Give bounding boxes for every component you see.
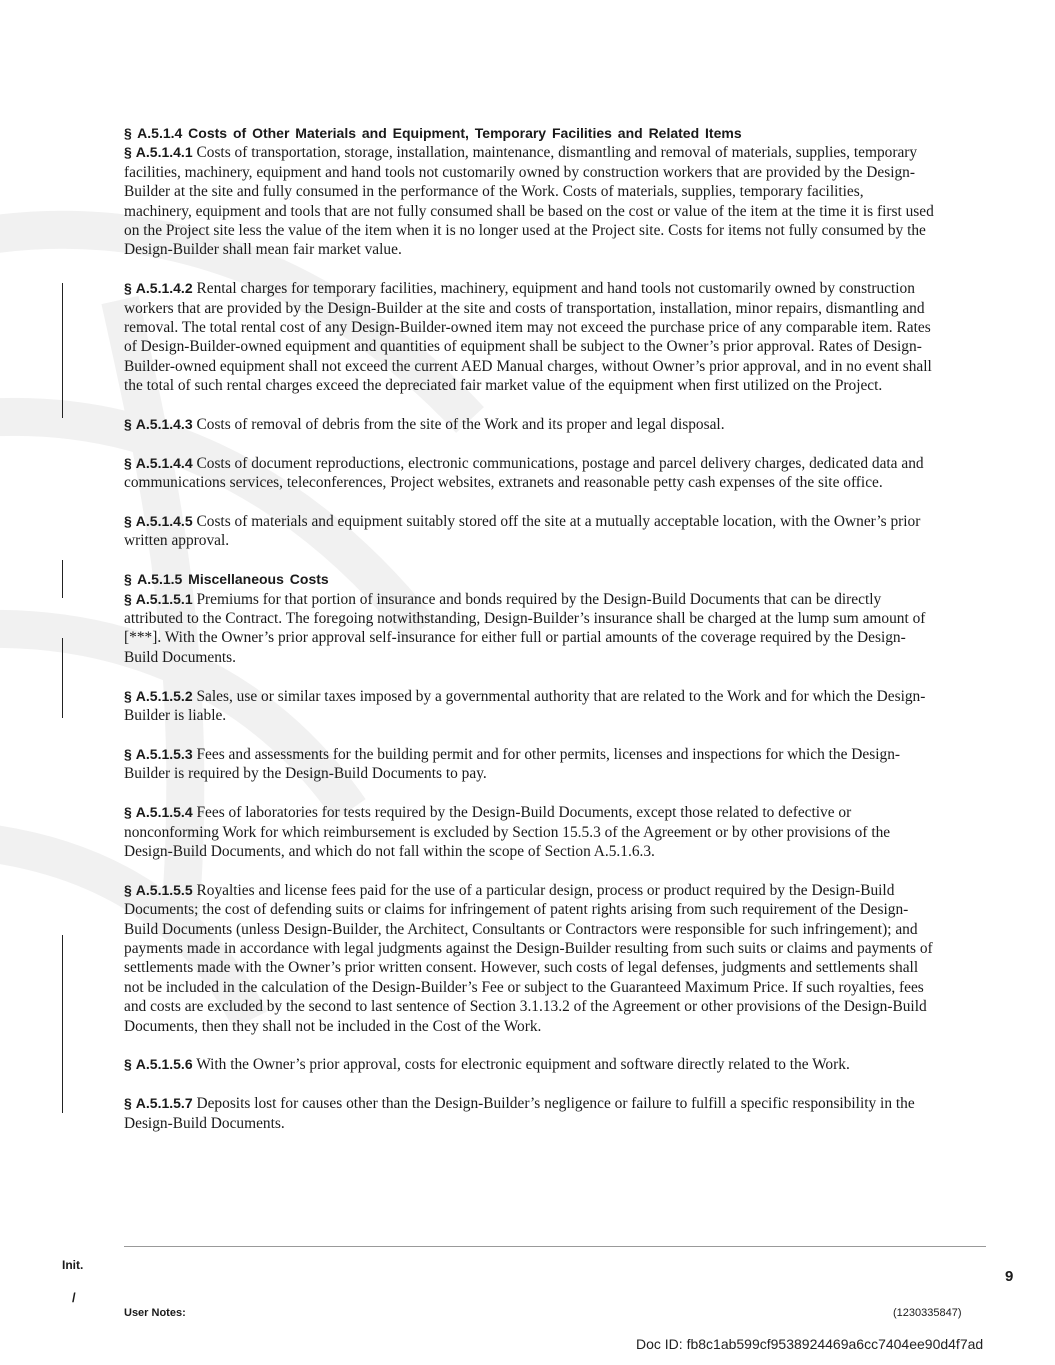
clause-number: § A.5.1.4.4 [124, 454, 193, 471]
section-heading: § A.5.1.4 Costs of Other Materials and Equipment, Temporary Facilities and Related Items [124, 125, 742, 141]
clause-number: § A.5.1.5.3 [124, 745, 193, 762]
clause-text: Rental charges for temporary facilities, machinery, equipment and hand tools not customarily owned by construction workers that are provided by the Design-Builder at the site and costs of transportation, installation, minor repairs, dismantling and removal. The total rental cost of any Design-Builder-owned item may not exceed the purchase price of any comparable item. Rates of Design-Builder-owned equipment and quantities of equipment shall be subject to the Owner’s prior approval. Rates of Design-Builder-owned equipment shall not exceed the current AED Manual charges, without Owner’s prior approval, and in no event shall the total of such rental charges exceed the depreciated fair market value of the equipment when first utilized on the Project. [124, 280, 932, 395]
footer-divider [124, 1246, 986, 1247]
clause-number: § A.5.1.4.5 [124, 513, 193, 530]
initials-slash: / [72, 1290, 76, 1305]
clause-number: § A.5.1.5.7 [124, 1095, 193, 1112]
revision-bar [62, 638, 63, 718]
clause-paragraph [124, 512, 934, 551]
revision-bar [62, 283, 63, 418]
clause-text: Royalties and license fees paid for the use of a particular design, process or product required by the Design-Build Documents; the cost of defending suits or claims for infringement of patent rights arising from such requirement of the Design-Build Documents (unless Design-Builder, the Architect, Consultants or Contractors were responsible for such infringement); and payments made in accordance with legal judgments against the Design-Builder resulting from such suits or claims and payments of settlements made with the Owner’s prior written consent. However, such costs of legal defenses, judgments and settlements shall not be included in the calculation of the Design-Builder’s Fee or subject to the Guaranteed Maximum Price. If such royalties, fees and costs are excluded by the second to last sentence of Section 3.1.13.2 of the Agreement or other provisions of the Design-Build Documents, then they shall not be included in the Cost of the Work. [124, 881, 933, 1035]
clause-number: § A.5.1.5.2 [124, 687, 193, 704]
clause-paragraph [124, 279, 934, 395]
clause-paragraph [124, 1055, 934, 1074]
clause-number: § A.5.1.5.5 [124, 881, 193, 898]
clause-text: With the Owner’s prior approval, costs for electronic equipment and software directly related to the Work. [196, 1056, 850, 1074]
clause-number: § A.5.1.5.6 [124, 1056, 193, 1073]
revision-bar [62, 560, 63, 598]
user-notes-label: User Notes: [124, 1307, 186, 1319]
serial-number: (1230335847) [893, 1307, 962, 1319]
clause-text: Fees of laboratories for tests required by the Design-Build Documents, except those related to defective or nonconforming Work for which reimbursement is excluded by Section 15.5.3 of the Agreement or by other provisions of the Design-Build Documents, and which do not fall within the scope of Section A.5.1.6.3. [124, 804, 891, 860]
clause-text: Fees and assessments for the building permit and for other permits, licenses and inspections for which the Design-Builder is required by the Design-Build Documents to pay. [124, 745, 901, 783]
page-number: 9 [1005, 1268, 1014, 1285]
clause-text: Costs of document reproductions, electronic communications, postage and parcel delivery charges, dedicated data and communications services, teleconferences, Project websites, extranets and reasonable petty cash expenses of the site office. [124, 454, 924, 492]
clause-paragraph [124, 1094, 934, 1133]
clause-number: § A.5.1.5.1 [124, 590, 193, 607]
clause-paragraph [124, 590, 934, 668]
clause-paragraph [124, 803, 934, 861]
clause-paragraph [124, 143, 934, 259]
clause-number: § A.5.1.5.4 [124, 804, 193, 821]
clause-text: Costs of removal of debris from the site of the Work and its proper and legal disposal. [196, 416, 725, 434]
clause-number: § A.5.1.4.2 [124, 280, 193, 297]
doc-id: Doc ID: fb8c1ab599cf9538924469a6cc7404ee90d4f7ad [636, 1336, 984, 1352]
clause-paragraph [124, 454, 934, 493]
clause-text: Costs of transportation, storage, installation, maintenance, dismantling and removal of materials, supplies, temporary facilities, machinery, equipment and hand tools not customarily owned by construction workers that are provided by the Design-Builder at the site and fully consumed in the performance of the Work. Costs of materials, supplies, temporary facilities, machinery, equipment and tools that are not fully consumed shall be based on the cost or value of the item at the time it is first used on the Project site less the value of the item when it is no longer used at the Project site. Costs for items not fully consumed by the Design-Builder shall mean fair market value. [124, 144, 934, 259]
clause-text: Premiums for that portion of insurance and bonds required by the Design-Build Documents that can be directly attributed to the Contract. The foregoing notwithstanding, Design-Builder’s insurance shall be charged at the lump sum amount of [***]. With the Owner’s prior approval self-insurance for either full or partial amounts of the coverage required by the Design-Build Documents. [124, 590, 926, 666]
clause-paragraph [124, 745, 934, 784]
clause-text: Costs of materials and equipment suitably stored off the site at a mutually acceptable location, with the Owner’s prior written approval. [124, 513, 921, 550]
clause-text: Sales, use or similar taxes imposed by a governmental authority that are related to the Work and for which the Design-Builder is liable. [124, 687, 926, 725]
revision-bar [62, 935, 63, 1113]
clause-paragraph [124, 415, 934, 434]
clause-paragraph [124, 881, 934, 1036]
clause-number: § A.5.1.4.3 [124, 416, 193, 433]
document-body [124, 124, 934, 1152]
clause-paragraph [124, 687, 934, 726]
initials-label: Init. [62, 1258, 84, 1272]
clause-text: Deposits lost for causes other than the Design-Builder’s negligence or failure to fulfill a specific responsibility in the Design-Build Documents. [124, 1095, 915, 1132]
clause-number: § A.5.1.4.1 [124, 144, 193, 161]
section-heading: § A.5.1.5 Miscellaneous Costs [124, 571, 329, 588]
